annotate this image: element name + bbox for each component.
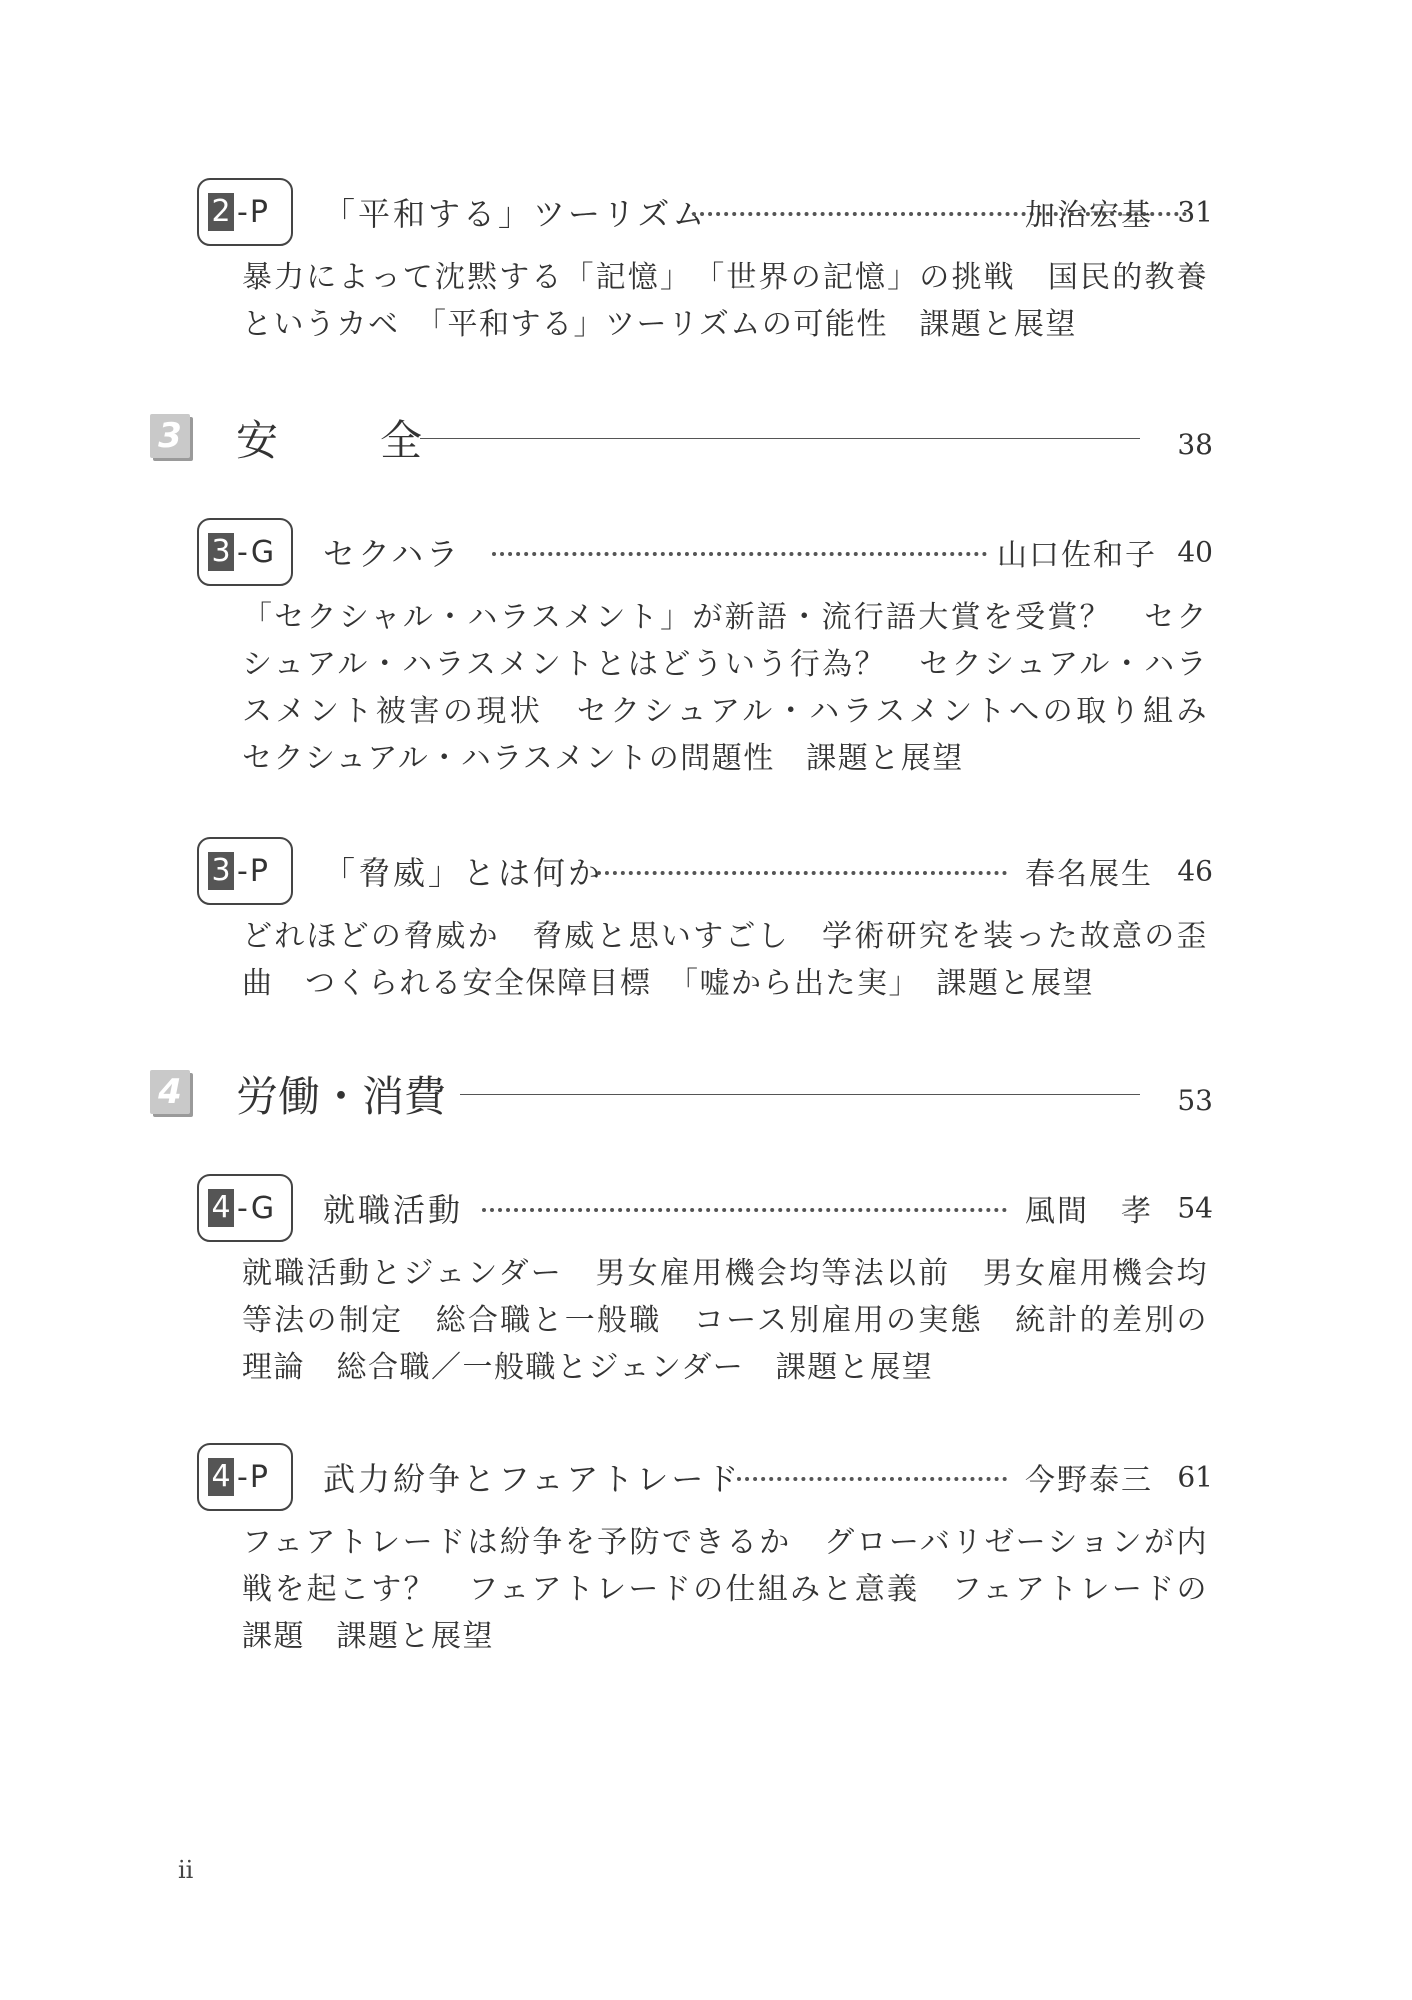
entry-page-number: 54	[1177, 1191, 1213, 1225]
entry-heading	[197, 178, 1213, 246]
chapter-rule	[460, 1094, 1140, 1095]
entry-author: 風間 孝	[1025, 1194, 1153, 1229]
badge-number: 4	[208, 1458, 234, 1496]
toc-entry-2-p[interactable]	[197, 178, 1213, 348]
entry-title: 「平和する」ツーリズム	[323, 189, 715, 235]
entry-page-number: 46	[1177, 854, 1213, 888]
chapter-title: 安 全	[236, 416, 429, 465]
toc-entry-3-g[interactable]	[197, 518, 1240, 782]
badge-number: 3	[208, 533, 234, 571]
leader-dots	[737, 1477, 1007, 1481]
entry-heading	[197, 518, 1213, 586]
section-badge	[197, 837, 293, 905]
section-badge	[197, 518, 293, 586]
leader-dots	[482, 1208, 1007, 1212]
chapter-page-number: 53	[1177, 1084, 1213, 1118]
chapter-heading-4[interactable]	[150, 1064, 1213, 1124]
badge-suffix: -P	[237, 194, 270, 230]
badge-suffix: -G	[237, 534, 277, 570]
toc-entry-4-g[interactable]	[197, 1174, 1213, 1391]
folio-page-number: ii	[178, 1856, 194, 1884]
entry-page-number: 31	[1177, 195, 1213, 229]
entry-description: フェアトレードは紛争を予防できるか グローバリゼーションが内戦を起こす？ フェアトレードの仕組みと意義 フェアトレードの課題 課題と展望	[242, 1525, 1208, 1654]
section-badge	[197, 178, 293, 246]
chapter-number-badge: 4	[150, 1070, 190, 1114]
badge-number: 4	[208, 1189, 234, 1227]
entry-author: 山口佐和子	[997, 538, 1157, 573]
entry-author: 春名展生	[1025, 857, 1153, 892]
section-badge	[197, 1174, 293, 1242]
entry-description: 就職活動とジェンダー 男女雇用機会均等法以前 男女雇用機会均等法の制定 総合職と一般職 コース別雇用の実態 統計的差別の理論 総合職／一般職とジェンダー 課題と展望	[242, 1256, 1208, 1385]
entry-title: 武力紛争とフェアトレード	[323, 1454, 749, 1500]
badge-number: 2	[208, 193, 234, 231]
entry-title: セクハラ	[323, 529, 469, 575]
entry-description: 暴力によって沈黙する「記憶」 「世界の記憶」の挑戦 国民的教養というカベ 「平和する」ツーリズムの可能性 課題と展望	[242, 260, 1208, 342]
entry-heading	[197, 837, 1213, 905]
chapter-number-badge: 3	[150, 414, 190, 458]
entry-title: 就職活動	[323, 1185, 471, 1231]
toc-entry-3-p[interactable]	[197, 837, 1213, 1007]
badge-number: 3	[208, 852, 234, 890]
chapter-rule	[420, 438, 1140, 439]
entry-author: 加治宏基	[1025, 198, 1153, 233]
badge-suffix: -P	[237, 853, 270, 889]
badge-suffix: -P	[237, 1459, 270, 1495]
entry-description: どれほどの脅威か 脅威と思いすごし 学術研究を装った故意の歪曲 つくられる安全保障目標 「嘘から出た実」 課題と展望	[242, 919, 1208, 1001]
chapter-title: 労働・消費	[236, 1072, 447, 1121]
entry-author: 今野泰三	[1025, 1463, 1153, 1498]
entry-description: 「セクシャル・ハラスメント」が新語・流行語大賞を受賞？ セクシュアル・ハラスメントとはどういう行為？ セクシュアル・ハラスメント被害の現状 セクシュアル・ハラスメントへの取り組み セクシュアル・ハラスメントの問題性 課題と展望	[242, 600, 1240, 776]
entry-title: 「脅威」とは何か	[323, 848, 611, 894]
badge-suffix: -G	[237, 1190, 277, 1226]
chapter-page-number: 38	[1177, 428, 1213, 462]
toc-entry-4-p[interactable]	[197, 1443, 1213, 1660]
entry-heading	[197, 1443, 1213, 1511]
entry-heading	[197, 1174, 1213, 1242]
entry-page-number: 40	[1177, 535, 1213, 569]
chapter-heading-3[interactable]	[150, 408, 1213, 468]
leader-dots	[597, 871, 1007, 875]
leader-dots	[492, 552, 987, 556]
entry-page-number: 61	[1177, 1460, 1213, 1494]
section-badge	[197, 1443, 293, 1511]
